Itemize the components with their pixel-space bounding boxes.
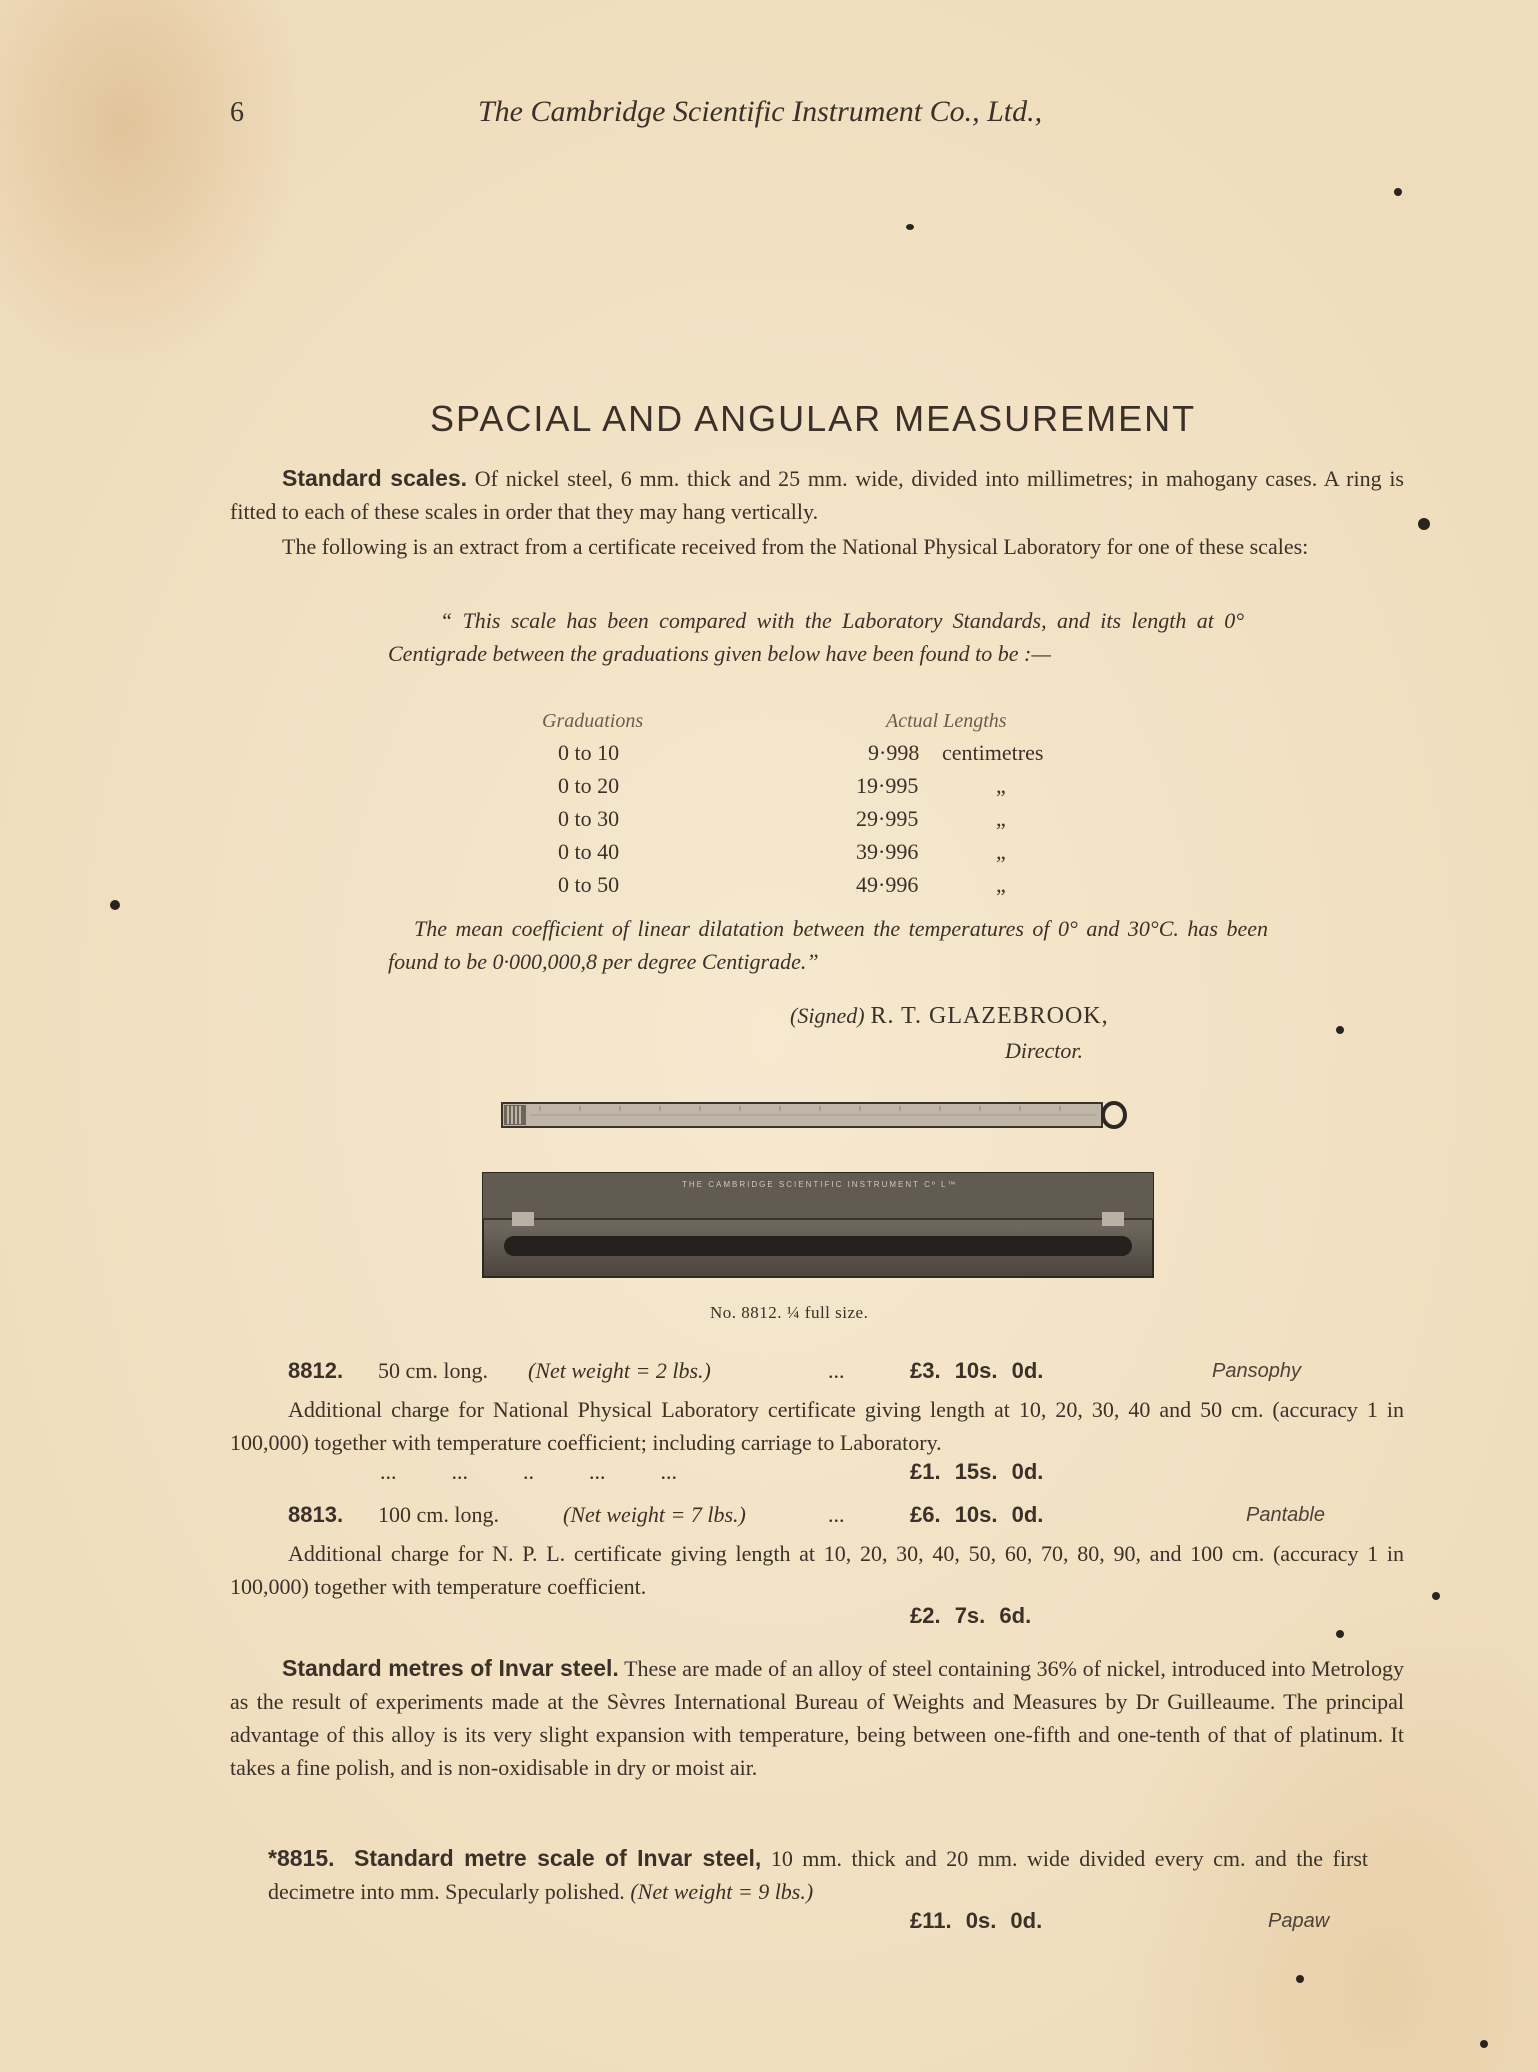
standard-scales-heading: Standard scales. [282,465,468,491]
ink-speck [1480,2040,1488,2048]
ink-speck [1296,1975,1304,1983]
unit-cell: „ [996,773,1006,798]
item-8812-desc: 50 cm. long. [378,1358,488,1383]
item-8815-desc: 10 mm. thick and 20 mm. wide divided every cm. and the first decimetre into mm. Specularly polished. [268,1846,1369,1904]
item-8813-number: 8813. [288,1502,344,1527]
ink-speck [1336,1026,1344,1034]
signed-name: R. T. GLAZEBROOK, [870,1003,1109,1029]
table-row [540,806,1100,839]
graduation-cell: 0 to 20 [558,773,620,798]
item-8813-weight: (Net weight = 7 lbs.) [563,1502,746,1527]
unit-cell: centimetres [942,740,1044,765]
table-row [540,773,1100,806]
item-8812-additional-leader: ... ... .. ... ... [380,1459,677,1484]
item-8812-weight: (Net weight = 2 lbs.) [528,1358,711,1383]
case-figure [482,1172,1154,1278]
item-8815-entry [268,1842,1368,1908]
item-8812-additional-price: £1. 15s. 0d. [910,1459,1044,1484]
coefficient-statement: The mean coefficient of linear dilatation between the temperatures of 0° and 30°C. has been found to be 0·000,000,8 per degree Centigrade.” [388,916,1268,974]
ink-speck [1394,188,1402,196]
scale-illustration [500,1097,1140,1135]
ink-speck [906,224,914,230]
item-8815-number: *8815. [268,1845,335,1871]
actual-lengths-header: Actual Lengths [886,710,1007,732]
graduations-header: Graduations [542,710,644,732]
item-8812-code: Pansophy [1212,1360,1301,1382]
scale-figure [500,1097,1140,1135]
table-row [540,872,1100,905]
length-cell: 29·995 [856,806,919,831]
graduation-cell: 0 to 30 [558,806,620,831]
item-8815-price: £11. 0s. 0d. [910,1908,1043,1933]
section-title: SPACIAL AND ANGULAR MEASUREMENT [430,398,1197,439]
item-8812-price: £3. 10s. 0d. [910,1358,1044,1383]
item-8812-line [288,1358,1408,1392]
signed-title: Director. [1005,1038,1084,1063]
running-title: The Cambridge Scientific Instrument Co., Ltd., [478,95,1043,128]
unit-cell: „ [996,806,1006,831]
standard-scales-paragraph [230,462,1404,528]
graduation-cell: 0 to 10 [558,740,620,765]
ink-speck [110,900,120,910]
item-8815-title: Standard metre scale of Invar steel, [354,1845,762,1871]
certificate-quote: “ This scale has been compared with the Laboratory Standards, and its length at 0° Centigrade between the graduations given below have been found to be :— [388,608,1244,666]
item-8813-line [288,1502,1408,1536]
invar-text: These are made of an alloy of steel containing 36% of nickel, introduced into Metrology as the result of experiments made at the Sèvres International Bureau of Weights and Measures by Dr Guilleaume. The principal advantage of this alloy is its very slight expansion with temperature, being between one-fifth and one-tenth of that of platinum. It takes a fine polish, and is non-oxidisable in dry or moist air. [230,1656,1404,1780]
length-cell: 49·996 [856,872,919,897]
invar-heading: Standard metres of Invar steel. [282,1655,619,1681]
signature [790,1003,1109,1030]
table-body [540,740,1100,905]
item-8813-code: Pantable [1246,1504,1325,1526]
length-cell: 39·996 [856,839,919,864]
case-label: THE CAMBRIDGE SCIENTIFIC INSTRUMENT Cº L™ [682,1180,958,1189]
graduations-table [540,710,1100,905]
unit-cell: „ [996,872,1006,897]
item-8813-price: £6. 10s. 0d. [910,1502,1044,1527]
length-cell: 19·995 [856,773,919,798]
table-row [540,740,1100,773]
invar-paragraph [230,1652,1404,1784]
length-cell: 9·998 [868,740,920,765]
item-8812-additional: Additional charge for National Physical Laboratory certificate giving length at 10, 20, 30, 40 and 50 cm. (accuracy 1 in 100,000) together with temperature coefficient; including carriage to Laboratory. [230,1397,1404,1455]
item-8813-desc: 100 cm. long. [378,1502,499,1527]
item-8813-additional: Additional charge for N. P. L. certificate giving length at 10, 20, 30, 40, 50, 60, 70, 80, 90, and 100 cm. (accuracy 1 in 100,000) together with temperature coefficient. [230,1541,1404,1599]
item-8812-number: 8812. [288,1358,344,1383]
item-8813-additional-price: £2. 7s. 6d. [910,1603,1032,1628]
item-8812-leader: ... [828,1358,845,1383]
certificate-intro: The following is an extract from a certificate received from the National Physical Laboratory for one of these scales: [282,534,1309,559]
ink-speck [1418,518,1430,530]
page-number: 6 [230,97,244,128]
item-8815-weight: (Net weight = 9 lbs.) [630,1879,814,1904]
figure-caption: No. 8812. ¼ full size. [710,1303,869,1322]
ink-speck [1336,1630,1344,1638]
item-8813-leader: ... [828,1502,845,1527]
signed-label: (Signed) [790,1003,865,1028]
unit-cell: „ [996,839,1006,864]
table-row [540,839,1100,872]
graduation-cell: 0 to 40 [558,839,620,864]
graduation-cell: 0 to 50 [558,872,620,897]
ink-speck [1432,1592,1440,1600]
standard-scales-text: Of nickel steel, 6 mm. thick and 25 mm. wide, divided into millimetres; in mahogany cases. A ring is fitted to each of these scales in order that they may hang vertically. [230,466,1404,524]
item-8815-code: Papaw [1268,1910,1330,1932]
